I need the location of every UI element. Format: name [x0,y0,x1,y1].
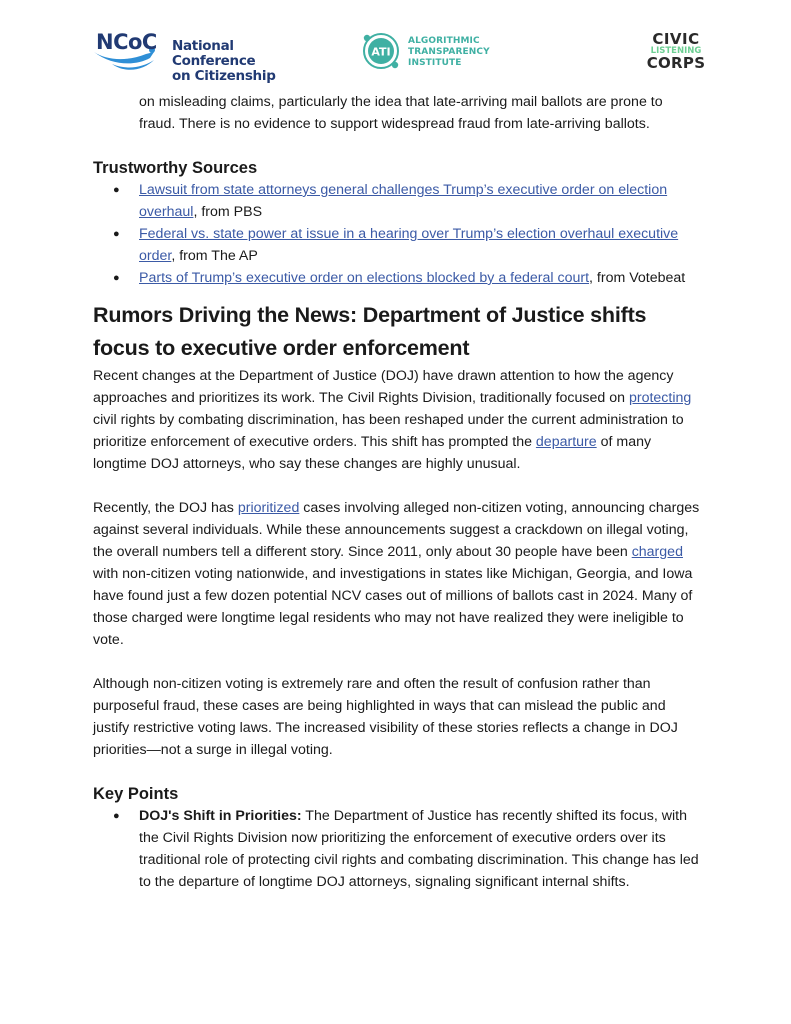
intro-line-1: on misleading claims, particularly the idea that late-arriving mail ballots are prone to [139,94,663,110]
trustworthy-sources-heading: Trustworthy Sources [93,159,258,177]
ati-name-line2: TRANSPARENCY [408,47,490,57]
clc-line3: CORPS [646,54,706,72]
source-attribution: , from The AP [171,248,258,264]
paragraph-text: Recent changes at the Department of Justice (DOJ) have drawn attention to how the agency approaches and prioritizes its work. The Civil Rights Division, traditionally focused on [93,368,674,406]
source-attribution: , from Votebeat [589,270,686,286]
protecting-link[interactable]: protecting [628,390,692,406]
departure-link[interactable]: departure [535,434,597,450]
key-point-text: The Department of Justice has recently shifted its focus, with the Civil Rights Division now prioritizing the enforcement of executive orders over its traditional role of protecting civil rights and combating discrimination. This change has led to the departure of longtime DOJ attorneys, signaling significant internal shifts. [139,808,699,890]
ncoc-name-line2: on Citizenship [172,68,276,84]
intro-continuation [93,91,703,135]
key-points-heading: Key Points [93,785,179,803]
article-paragraph-3: Although non-citizen voting is extremely rare and often the result of confusion rather than purposeful fraud, these cases are being highlighted in ways that can mislead the public and justify restrictive voting laws. The increased visibility of these stories reflects a change in DOJ priorities—not a surge in illegal voting. [93,676,678,758]
paragraph-text: cases involving alleged non-citizen voting, announcing charges against several individuals. While these announcements suggest a crackdown on illegal voting, the overall numbers tell a different story. Since 2011, only about 30 people have been [93,500,700,560]
source-link[interactable]: Parts of Trump’s executive order on elections blocked by a federal court [139,270,590,286]
source-link[interactable]: Lawsuit from state attorneys general challenges Trump’s executive order on election overhaul [139,182,668,220]
clc-line1: CIVIC [652,30,700,48]
charged-link[interactable]: charged [631,544,683,560]
intro-line-2: fraud. There is no evidence to support widespread fraud from late-arriving ballots. [139,116,650,132]
source-attribution: , from PBS [193,204,263,220]
article-title: Rumors Driving the News: Department of Justice shifts focus to executive order enforcement [93,303,647,360]
clc-line2: LISTENING [650,46,702,56]
key-points-list [93,805,703,893]
ati-orbit-icon [360,30,402,72]
source-item [93,179,703,223]
ati-logo [360,28,500,76]
ncoc-logo [92,30,302,84]
document-body [93,91,703,893]
ati-name-line1: ALGORITHMIC [408,36,480,46]
key-point-item [93,805,703,893]
svg-text:ATI: ATI [371,45,391,59]
source-link[interactable]: Federal vs. state power at issue in a hearing over Trump’s election overhaul executive order [139,226,679,264]
ati-name-line3: INSTITUTE [408,58,462,68]
ncoc-mark-text: NCoC [96,30,157,54]
key-point-label: DOJ's Shift in Priorities: [139,808,302,824]
civic-listening-corps-logo [646,32,706,76]
prioritized-link[interactable]: prioritized [237,500,300,516]
source-item [93,267,703,289]
paragraph-text: of many longtime DOJ attorneys, who say these changes are highly unusual. [93,434,652,472]
source-item [93,223,703,267]
ati-name [408,36,490,69]
page-header [0,22,791,82]
article-paragraph-2 [93,497,703,651]
sources-list [93,179,703,289]
paragraph-text: with non-citizen voting nationwide, and investigations in states like Michigan, Georgia, and Iowa have found just a few dozen potential NCV cases out of millions of ballots cast in 2024. Many of those charged were longtime legal residents who may not have realized they were ineligible to vote. [93,566,693,648]
ncoc-name [172,39,302,84]
paragraph-text: Recently, the DOJ has [93,500,238,516]
article-paragraph-1 [93,365,703,475]
paragraph-text: civil rights by combating discrimination, has been reshaped under the current administration to prioritize enforcement of executive orders. This shift has prompted the [93,412,684,450]
ncoc-name-line1: National Conference [172,38,256,69]
